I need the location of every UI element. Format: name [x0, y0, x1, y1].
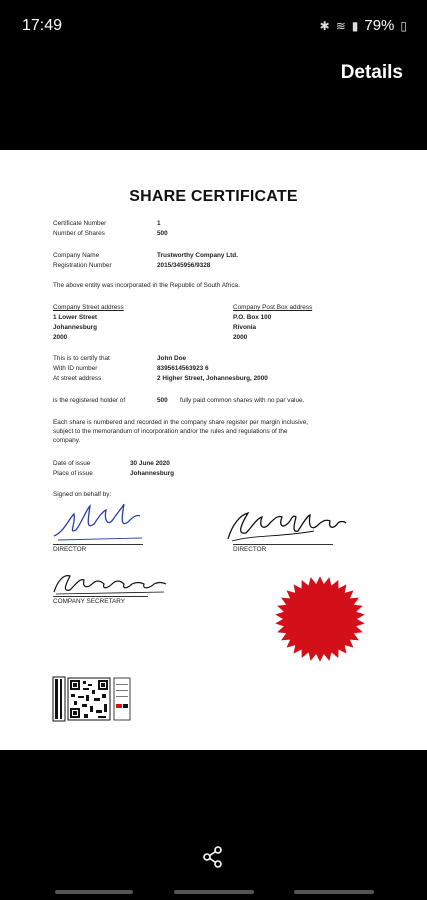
status-time: 17:49: [22, 17, 63, 34]
date-label: Date of issue: [53, 460, 91, 467]
share-icon[interactable]: [202, 846, 224, 868]
holder-name: John Doe: [157, 355, 187, 362]
cert-number-label: Certificate Number: [53, 220, 107, 227]
signature-line-3: [53, 596, 148, 597]
registration-value: 2015/345956/9328: [157, 262, 211, 269]
certificate-document: [0, 150, 427, 750]
holder-address: 2 Higher Street, Johannesburg, 2000: [157, 375, 268, 382]
postal-line-1: P.O. Box 100: [233, 314, 272, 321]
secretary-label: COMPANY SECRETARY: [53, 598, 125, 605]
bottom-bar: [0, 750, 427, 900]
seal-shape: [275, 576, 365, 662]
company-name-label: Company Name: [53, 252, 100, 259]
registered-holder-label: is the registered holder of: [53, 397, 126, 404]
each-share-line-1: Each share is numbered and recorded in the company share register per margin inclusive,: [53, 419, 309, 426]
id-label: With ID number: [53, 365, 98, 372]
status-icons: [320, 17, 407, 34]
incorporation-text: The above entity was incorporated in the Republic of South Africa.: [53, 282, 240, 289]
cert-number-value: 1: [157, 220, 161, 227]
postal-line-3: 2000: [233, 334, 248, 341]
battery-percent: 79%: [364, 17, 395, 34]
qr-code: [52, 676, 132, 722]
nav-pill-center[interactable]: [174, 890, 254, 894]
status-bar: [0, 0, 427, 54]
red-seal: [272, 574, 368, 664]
wifi-icon: ≋: [335, 18, 346, 33]
bluetooth-icon: ✱: [319, 18, 330, 33]
registered-shares: 500: [157, 397, 168, 404]
signature-director-1: [50, 500, 145, 545]
details-button[interactable]: Details: [340, 62, 403, 83]
each-share-line-3: company.: [53, 437, 81, 444]
fully-paid-text: fully paid common shares with no par value.: [180, 397, 305, 404]
director-1-label: DIRECTOR: [53, 546, 87, 553]
at-street-label: At street address: [53, 375, 102, 382]
certify-label: This is to certify that: [53, 355, 110, 362]
each-share-line-2: subject to the memorandum of incorporation and/or the rules and regulations of the: [53, 428, 288, 435]
date-value: 30 June 2020: [130, 460, 170, 467]
street-address-label: Company Street address: [53, 304, 124, 311]
nav-pill-left[interactable]: [55, 890, 133, 894]
id-number: 8395614563923 6: [157, 365, 209, 372]
shares-label: Number of Shares: [53, 230, 105, 237]
nav-pill-right[interactable]: [294, 890, 374, 894]
street-line-3: 2000: [53, 334, 68, 341]
director-2-label: DIRECTOR: [233, 546, 267, 553]
signature-director-2: [222, 505, 352, 547]
signature-line-2: [233, 544, 333, 545]
registration-label: Registration Number: [53, 262, 112, 269]
company-name-value: Trustworthy Company Ltd.: [157, 252, 238, 259]
signature-line-1: [53, 544, 143, 545]
street-line-1: 1 Lower Street: [53, 314, 98, 321]
place-value: Johannesburg: [130, 470, 175, 477]
signal-icon: ▮: [351, 18, 359, 33]
postal-line-2: Rivonia: [233, 324, 257, 331]
certificate-title: SHARE CERTIFICATE: [129, 188, 298, 205]
battery-icon: ▯: [400, 18, 407, 33]
postal-address-label: Company Post Box address: [233, 304, 313, 311]
shares-value: 500: [157, 230, 168, 237]
place-label: Place of issue: [53, 470, 93, 477]
signed-label: Signed on behalf by:: [53, 491, 112, 498]
street-line-2: Johannesburg: [53, 324, 98, 331]
